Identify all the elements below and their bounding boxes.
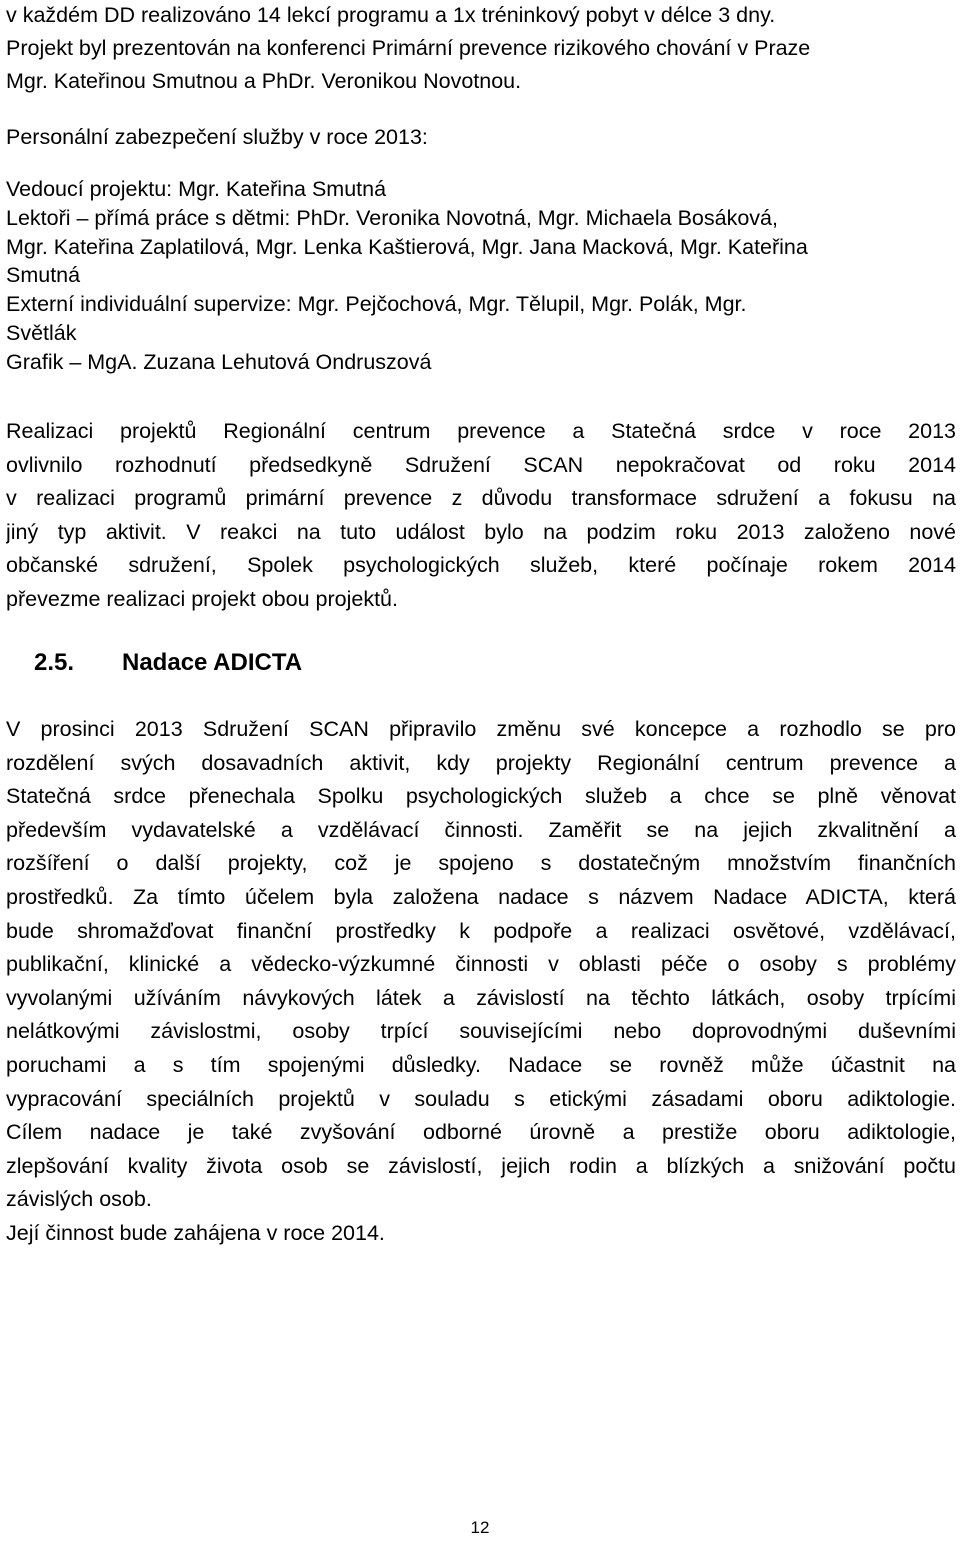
intro-line: v každém DD realizováno 14 lekcí programu a 1x tréninkový pobyt v délce 3 dny. — [6, 3, 776, 27]
paragraph-line: Realizaci projektů Regionální centrum prevence a Statečná srdce v roce 2013 — [6, 419, 956, 443]
staff-heading: Personální zabezpečení služby v roce 2013: — [6, 125, 428, 149]
paragraph-line: jiný typ aktivit. V reakci na tuto událost bylo na podzim roku 2013 založeno nové — [6, 519, 956, 544]
paragraph-line: prostředků. Za tímto účelem byla založena nadace s názvem Nadace ADICTA, která — [6, 884, 956, 909]
staff-line: Grafik – MgA. Zuzana Lehutová Ondruszová — [6, 350, 432, 374]
staff-line: Externí individuální supervize: Mgr. Pejčochová, Mgr. Tělupil, Mgr. Polák, Mgr. — [6, 292, 747, 316]
paragraph-line: Cílem nadace je také zvyšování odborné úrovně a prestiže oboru adiktologie, — [6, 1120, 956, 1145]
paragraph-line: poruchami a s tím spojenými důsledky. Nadace se rovněž může účastnit na — [6, 1052, 956, 1077]
intro-line: Projekt byl prezentován na konferenci Primární prevence rizikového chování v Praze — [6, 36, 811, 60]
paragraph-line: zlepšování kvality života osob se závislostí, jejich rodin a blízkých a snižování počtu — [6, 1153, 956, 1178]
intro-line: Mgr. Kateřinou Smutnou a PhDr. Veronikou Novotnou. — [6, 69, 522, 93]
staff-line: Mgr. Kateřina Zaplatilová, Mgr. Lenka Kaštierová, Mgr. Jana Macková, Mgr. Kateřina — [6, 235, 808, 259]
staff-line: Vedoucí projektu: Mgr. Kateřina Smutná — [6, 177, 387, 201]
paragraph-line: občanské sdružení, Spolek psychologických služeb, které počínaje rokem 2014 — [6, 553, 956, 578]
paragraph-line: závislých osob. — [6, 1187, 152, 1212]
paragraph-adicta — [6, 713, 956, 1251]
paragraph-line: vypracování speciálních projektů v souladu s etickými zásadami oboru adiktologie. — [6, 1086, 956, 1111]
paragraph-line: rozdělení svých dosavadních aktivit, kdy projekty Regionální centrum prevence a — [6, 750, 956, 775]
staff-line: Světlák — [6, 321, 77, 345]
paragraph-line: bude shromažďovat finanční prostředky k podpoře a realizaci osvětové, vzdělávací, — [6, 918, 956, 943]
staff-line: Smutná — [6, 263, 81, 287]
section-heading — [34, 645, 302, 681]
paragraph-line: převezme realizaci projekt obou projektů. — [6, 586, 398, 611]
paragraph-line: Statečná srdce přenechala Spolku psychologických služeb a chce se plně věnovat — [6, 784, 956, 809]
paragraph-line: především vydavatelské a vzdělávací činnosti. Zaměřit se na jejich zkvalitnění a — [6, 817, 956, 842]
section-number: 2.5. — [34, 649, 75, 676]
paragraph-line: nelátkovými závislostmi, osoby trpící souvisejícími nebo doprovodnými duševními — [6, 1019, 956, 1044]
section-title: Nadace ADICTA — [122, 649, 303, 676]
paragraph-line: vyvolanými užíváním návykových látek a závislostí na těchto látkách, osoby trpícími — [6, 985, 956, 1010]
staff-line: Lektoři – přímá práce s dětmi: PhDr. Veronika Novotná, Mgr. Michaela Bosáková, — [6, 206, 778, 230]
paragraph-transformation — [6, 415, 956, 617]
paragraph-line: publikační, klinické a vědecko-výzkumné činnosti v oblasti péče o osoby s problémy — [6, 952, 956, 977]
page-number: 12 — [470, 1518, 490, 1537]
paragraph-line: rozšíření o další projekty, což je spojeno s dostatečným množstvím finančních — [6, 851, 956, 876]
paragraph-line: v realizaci programů primární prevence z důvodu transformace sdružení a fokusu na — [6, 486, 956, 511]
closing-line: Její činnost bude zahájena v roce 2014. — [6, 1220, 385, 1245]
paragraph-line: ovlivnilo rozhodnutí předsedkyně Sdružení SCAN nepokračovat od roku 2014 — [6, 452, 956, 477]
paragraph-line: V prosinci 2013 Sdružení SCAN připravilo změnu své koncepce a rozhodlo se pro — [6, 717, 956, 741]
